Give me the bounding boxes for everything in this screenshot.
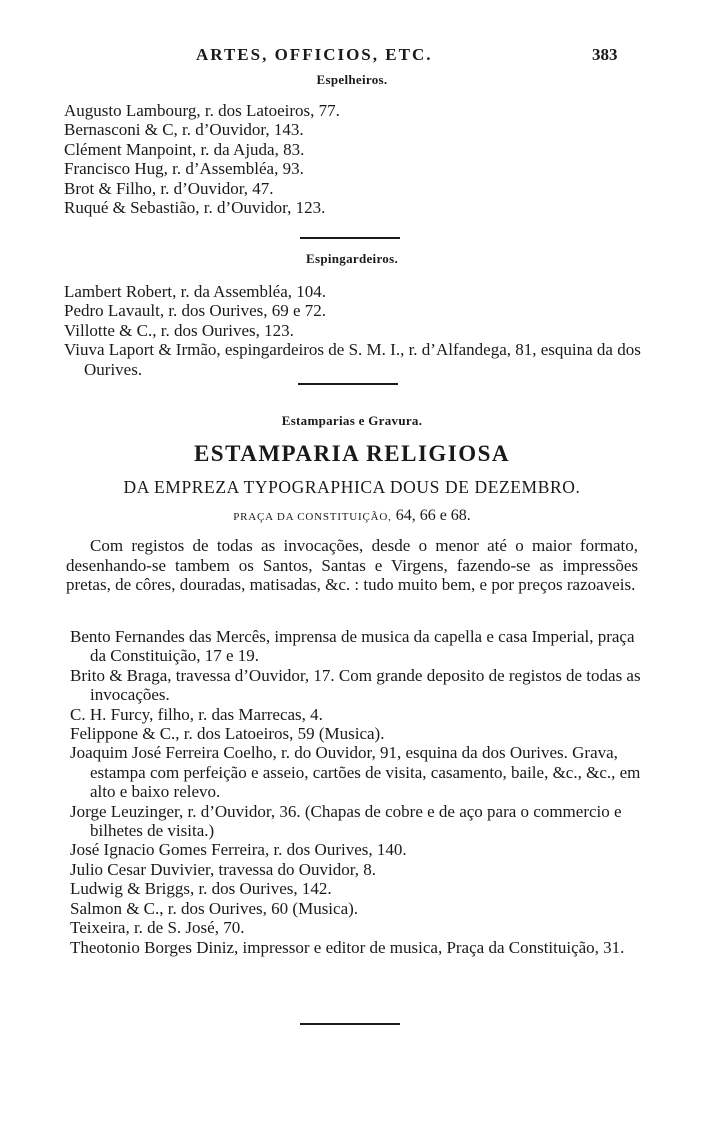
advertisement-title: ESTAMPARIA RELIGIOSA [193, 441, 511, 466]
list-item: José Ignacio Gomes Ferreira, r. dos Ourives, 140. [70, 840, 407, 860]
section-heading-espelheiros: Espelheiros. [316, 72, 388, 87]
list-item: Bento Fernandes das Mercês, imprensa de musica da capella e casa Imperial, praça da Constituição, 17 e 19. [70, 627, 635, 666]
page-number: 383 [592, 45, 618, 64]
address-prefix: PRAÇA DA CONSTITUIÇÃO, [233, 511, 392, 523]
list-item: Ludwig & Briggs, r. dos Ourives, 142. [70, 879, 332, 899]
advertisement-company: DA EMPREZA TYPOGRAPHICA DOUS DE DEZEMBRO. [123, 477, 581, 497]
list-item: Viuva Laport & Irmão, espingardeiros de S. M. I., r. d’Alfandega, 81, esquina da dos Ourives. [64, 340, 641, 379]
list-item: Ruqué & Sebastião, r. d’Ouvidor, 123. [64, 198, 326, 218]
running-title: ARTES, OFFICIOS, ETC. [196, 45, 433, 64]
entry-list-espingardeiros [64, 282, 656, 379]
list-item: Villotte & C., r. dos Ourives, 123. [64, 320, 294, 340]
list-item: Felippone & C., r. dos Latoeiros, 59 (Musica). [70, 724, 385, 744]
section-divider [300, 237, 400, 239]
list-item: Pedro Lavault, r. dos Ourives, 69 e 72. [64, 301, 327, 321]
list-item: Salmon & C., r. dos Ourives, 60 (Musica). [70, 898, 359, 918]
list-item: Theotonio Borges Diniz, impressor e editor de musica, Praça da Constituição, 31. [70, 937, 625, 957]
section-heading-estamparias: Estamparias e Gravura. [281, 413, 423, 428]
list-item: Francisco Hug, r. d’Assembléa, 93. [64, 159, 304, 179]
list-item: Teixeira, r. de S. José, 70. [70, 918, 245, 938]
entry-list-estamparias [70, 627, 644, 957]
list-item: Julio Cesar Duvivier, travessa do Ouvidor, 8. [70, 859, 376, 879]
list-item: Brot & Filho, r. d’Ouvidor, 47. [64, 178, 274, 198]
section-heading-espingardeiros: Espingardeiros. [305, 251, 399, 266]
section-divider [300, 1023, 400, 1025]
list-item: C. H. Furcy, filho, r. das Marrecas, 4. [70, 704, 323, 724]
entry-list-espelheiros [64, 101, 644, 217]
advertisement-address [0, 507, 704, 525]
list-item: Clément Manpoint, r. da Ajuda, 83. [64, 139, 305, 159]
list-item: Jorge Leuzinger, r. d’Ouvidor, 36. (Chapas de cobre e de aço para o commercio e bilhetes de visita.) [70, 801, 622, 841]
list-item: Lambert Robert, r. da Assembléa, 104. [64, 282, 327, 301]
advertisement-body: Com registos de todas as invocações, desde o menor até o maior formato, desenhando-se tambem os Santos, Santas e Virgens, fazendo-se as impressões pretas, de côres, douradas, matisadas, &c. : tudo muito bem, e por preços razoaveis. [66, 536, 638, 594]
list-item: Augusto Lambourg, r. dos Latoeiros, 77. [64, 101, 340, 120]
running-head [0, 45, 704, 69]
list-item: Bernasconi & C, r. d’Ouvidor, 143. [64, 120, 304, 140]
section-divider [298, 383, 398, 385]
list-item: Brito & Braga, travessa d’Ouvidor, 17. Com grande deposito de registos de todas as invocações. [70, 665, 641, 705]
list-item: Joaquim José Ferreira Coelho, r. do Ouvidor, 91, esquina da dos Ourives. Grava, estampa com perfeição e asseio, cartões de visita, casamento, baile, &c., &c., em alto e baixo relevo. [70, 743, 641, 802]
address-numbers: 64, 66 e 68. [395, 507, 471, 524]
